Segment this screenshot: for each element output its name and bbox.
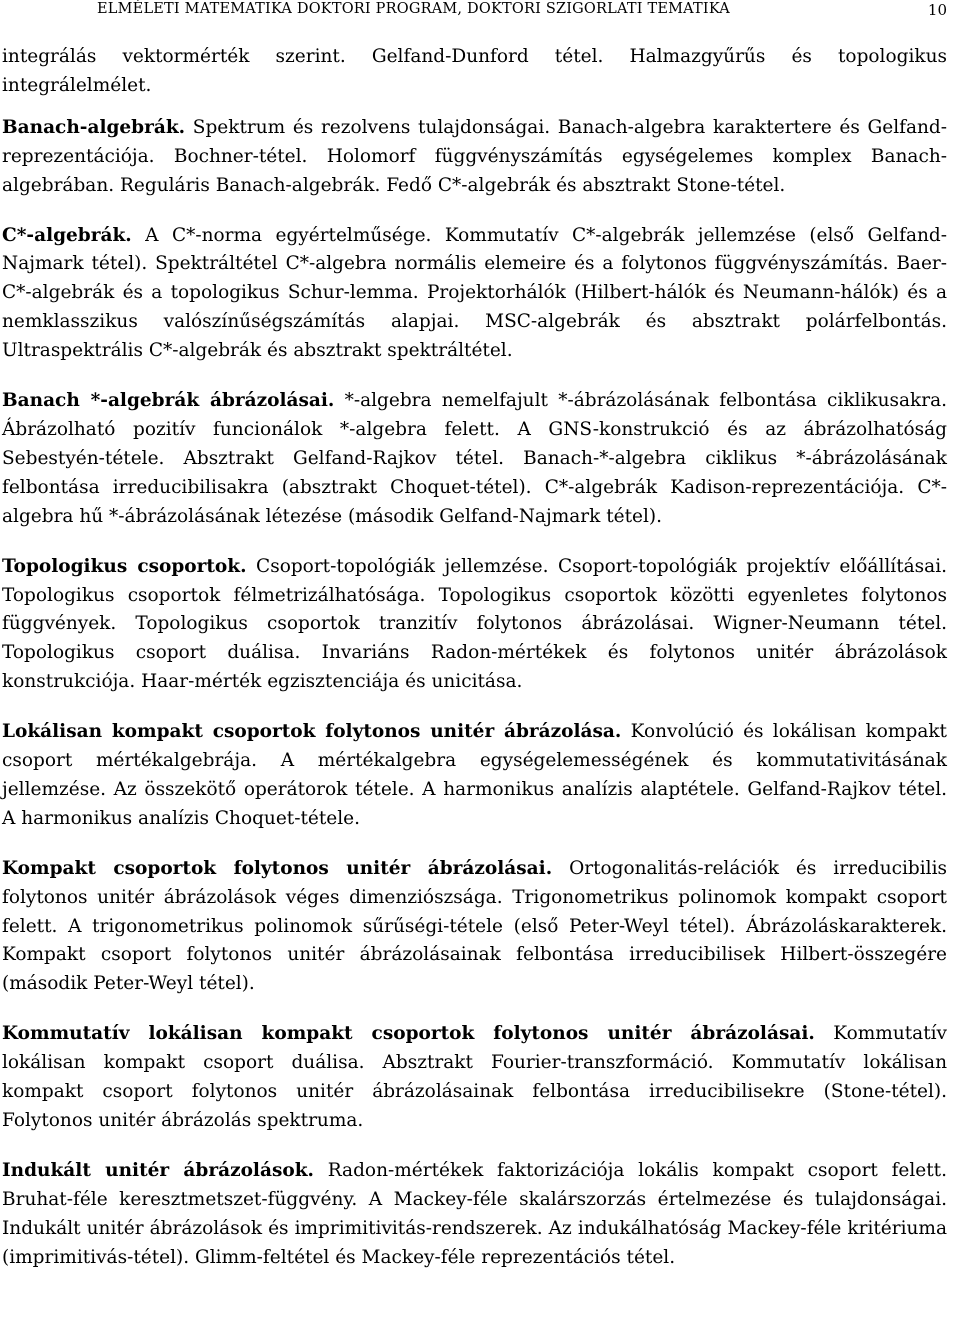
intro-paragraph: integrálás vektormérték szerint. Gelfand-Dunford tétel. Halmazgyűrűs és topologikus integrálelmélet. (2, 46, 947, 96)
section-body: A C*-norma egyértelműsége. Kommutatív C*-algebrák jellemzése (első Gelfand-Najmark tétel). Spektráltétel C*-algebra normális elemeire és a folytonos függvényszámítás. Baer-C*-algebrák és a topologikus Schur-lemma. Projektorhálók (Hilbert-hálók és Neumann-hálók) és a nemklasszikus valószínűségszámítás alapjai. MSC-algebrák és absztrakt polárfelbontás. Ultraspektrális C*-algebrák és absztrakt spektráltétel. (2, 224, 947, 362)
page-body (2, 43, 947, 1294)
section-body: *-algebra nemelfajult *-ábrázolásának felbontása ciklikusakra. Ábrázolható pozitív funcionálok *-algebra felett. A GNS-konstrukció és az ábrázolhatóság Sebestyén-tétele. Absztrakt Gelfand-Rajkov tétel. Banach-*-algebra ciklikus *-ábrázolásának felbontása irreducibilisakra (absztrakt Choquet-tétel). C*-algebrák Kadison-reprezentációja. C*-algebra hű *-ábrázolásának létezése (második Gelfand-Najmark tétel). (2, 390, 947, 527)
section-body: Konvolúció és lokálisan kompakt csoport mértékalgebrája. A mértékalgebra egységelemességének és kommutativitásának jellemzése. Az összekötő operátorok tétele. A harmonikus analízis alaptétele. Gelfand-Rajkov tétel. A harmonikus analízis Choquet-tétele. (2, 721, 947, 829)
page-number: 10 (927, 1, 947, 19)
section-banach-algebras (2, 114, 947, 201)
running-header (0, 0, 960, 26)
section-body: Csoport-topológiák jellemzése. Csoport-topológiák projektív előállításai. Topologikus csoportok félmetrizálhatósága. Topologikus csoportok közötti egyenletes folytonos függvények. Topologikus csoportok tranzitív folytonos ábrázolásai. Wigner-Neumann tétel. Topologikus csoport duálisa. Invariáns Radon-mértékek és folytonos unitér ábrázolások konstrukciója. Haar-mérték egzisztenciája és unicitása. (2, 555, 947, 693)
section-heading: Banach-algebrák. (2, 116, 186, 138)
section-heading: Topologikus csoportok. (2, 555, 247, 577)
section-commutative-lc-groups (2, 1020, 947, 1136)
section-topological-groups (2, 553, 947, 698)
section-heading: Kompakt csoportok folytonos unitér ábrázolásai. (2, 857, 553, 879)
section-heading: Banach *-algebrák ábrázolásai. (2, 390, 335, 412)
section-locally-compact-groups (2, 718, 947, 834)
section-heading: Lokálisan kompakt csoportok folytonos unitér ábrázolása. (2, 721, 622, 743)
section-induced-representations (2, 1157, 947, 1273)
section-compact-groups (2, 855, 947, 1000)
section-banach-star-representations (2, 387, 947, 532)
section-c-star-algebras (2, 222, 947, 367)
section-heading: C*-algebrák. (2, 224, 132, 246)
section-body: Radon-mértékek faktorizációja lokális kompakt csoport felett. Bruhat-féle keresztmetszet-függvény. A Mackey-féle skalárszorzás értelmezése és tulajdonságai. Indukált unitér ábrázolások és imprimitivitás-rendszerek. Az indukálhatóság Mackey-féle kritériuma (imprimitivás-tétel). Glimm-feltétel és Mackey-féle reprezentációs tétel. (2, 1159, 947, 1268)
section-body: Kommutatív lokálisan kompakt csoport duálisa. Absztrakt Fourier-transzformáció. Kommutatív lokálisan kompakt csoport folytonos unitér ábrázolásainak felbontása irreducibilisekre (Stone-tétel). Folytonos unitér ábrázolás spektruma. (2, 1023, 947, 1131)
section-heading: Indukált unitér ábrázolások. (2, 1159, 314, 1181)
running-title: ELMÉLETI MATEMATIKA DOKTORI PROGRAM, DOKTORI SZIGORLATI TEMATIKA (97, 1, 730, 17)
section-body: Ortogonalitás-relációk és irreducibilis folytonos unitér ábrázolások véges dimenziószsága. Trigonometrikus polinomok kompakt csoport felett. A trigonometrikus polinomok sűrűségi-tétele (első Peter-Weyl tétel). Ábrázoláskarakterek. Kompakt csoport folytonos unitér ábrázolásainak felbontása irreducibilisek Hilbert-összegére (második Peter-Weyl tétel). (2, 857, 947, 995)
section-heading: Kommutatív lokálisan kompakt csoportok folytonos unitér ábrázolásai. (2, 1023, 815, 1045)
section-body: Spektrum és rezolvens tulajdonságai. Banach-algebra karaktertere és Gelfand-reprezentációja. Bochner-tétel. Holomorf függvényszámítás egységelemes komplex Banach-algebrában. Reguláris Banach-algebrák. Fedő C*-algebrák és absztrakt Stone-tétel. (2, 116, 948, 196)
